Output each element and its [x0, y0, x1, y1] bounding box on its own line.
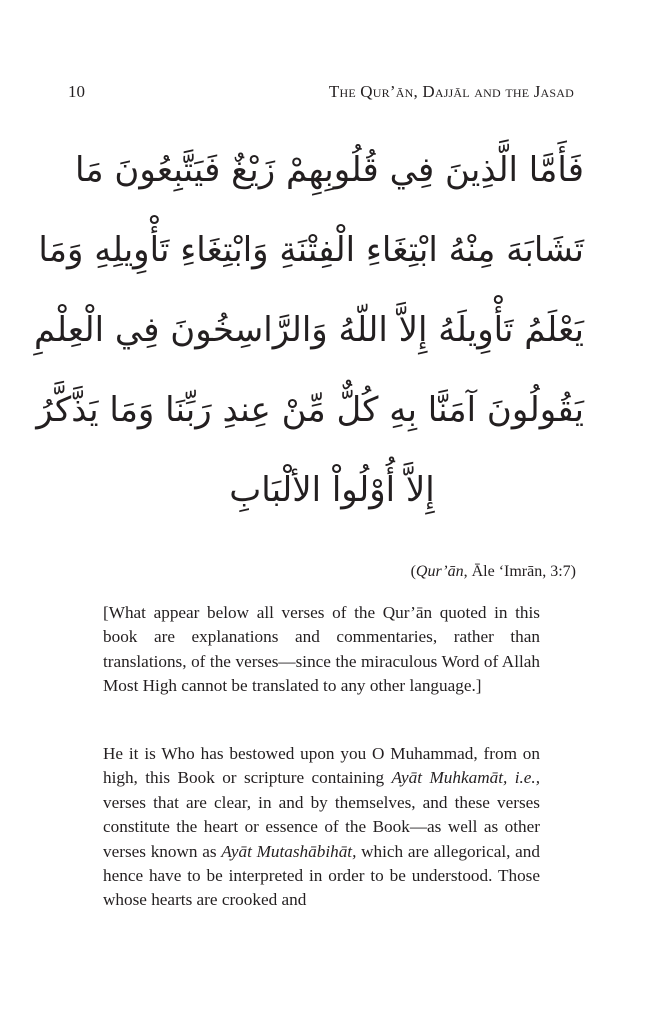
commentary-paragraph	[103, 742, 540, 913]
citation-source: Qur’ān	[415, 563, 464, 580]
commentary-text: verses that are clear, in and by themselves, and these verses constitute the heart or essence of the Book—as well as other verses known as	[103, 792, 540, 861]
verse-line: إِلاَّ أُوْلُواْ الألْبَابِ	[229, 470, 435, 510]
quran-verse-arabic	[34, 130, 584, 530]
verse-line: يَعْلَمُ تَأْوِيلَهُ إِلاَّ اللّهُ وَالرَّاسِخُونَ فِي الْعِلْمِ	[34, 310, 584, 350]
page-header	[68, 80, 574, 104]
verse-line: تَشَابَهَ مِنْهُ ابْتِغَاءِ الْفِتْنَةِ وَابْتِغَاءِ تَأْوِيلِهِ وَمَا	[38, 230, 584, 270]
citation-open: (	[410, 563, 416, 580]
commentary-text: He it is Who has bestowed upon you O Muhammad, from on high, this Book or scripture containing	[103, 744, 540, 788]
verse-line: يَقُولُونَ آمَنَّا بِهِ كُلٌّ مِّنْ عِندِ رَبِّنَا وَمَا يَذَّكَّرُ	[36, 390, 584, 430]
page-number: 10	[68, 82, 85, 101]
commentary-text: which are allegorical, and hence have to be interpreted in order to be understood. Those whose hearts are crooked and	[103, 841, 540, 910]
verse-line: فَأَمَّا الَّذِينَ فِي قُلُوبِهِمْ زَيْغٌ فَيَتَّبِعُونَ مَا	[75, 150, 584, 190]
translation-note-paragraph: [What appear below all verses of the Qur’ān quoted in this book are explanations and commentaries, rather than translations, of the verses—since the miraculous Word of Allah Most High cannot be translated to any other language.]	[103, 603, 540, 696]
term-mutashabihat: Ayāt Mutashābihāt,	[221, 841, 357, 861]
citation-reference: , Āle ‘Imrān, 3:7)	[463, 563, 576, 580]
running-title: The Qur’ān, Dajjāl and the Jasad	[328, 82, 574, 101]
verse-citation	[411, 560, 576, 584]
term-muhkamat: Ayāt Muhkamāt, i.e.,	[391, 768, 540, 788]
